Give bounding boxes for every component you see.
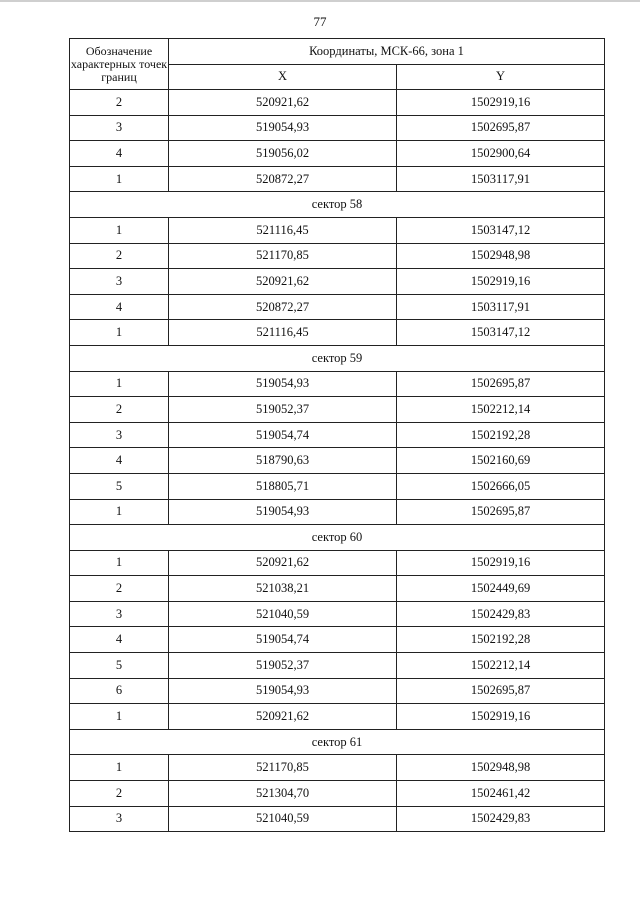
sector-label: сектор 59 — [70, 345, 605, 371]
x-coordinate-cell: 520921,62 — [169, 704, 397, 730]
table-row — [70, 397, 605, 423]
x-coordinate-cell: 521116,45 — [169, 320, 397, 346]
coordinates-table-body — [70, 90, 605, 832]
point-number-cell: 2 — [70, 90, 169, 116]
table-row — [70, 678, 605, 704]
y-coordinate-cell: 1502429,83 — [397, 601, 605, 627]
table-row — [70, 269, 605, 295]
y-coordinate-cell: 1502919,16 — [397, 269, 605, 295]
point-number-cell: 4 — [70, 627, 169, 653]
table-row — [70, 601, 605, 627]
y-coordinate-cell: 1502695,87 — [397, 371, 605, 397]
sector-heading-row — [70, 729, 605, 755]
x-column-header: X — [169, 64, 397, 90]
x-coordinate-cell: 519054,93 — [169, 371, 397, 397]
x-coordinate-cell: 519054,74 — [169, 422, 397, 448]
table-row — [70, 576, 605, 602]
y-coordinate-cell: 1502192,28 — [397, 627, 605, 653]
table-row — [70, 422, 605, 448]
y-coordinate-cell: 1502919,16 — [397, 90, 605, 116]
sector-heading-row — [70, 525, 605, 551]
table-row — [70, 294, 605, 320]
y-coordinate-cell: 1502919,16 — [397, 550, 605, 576]
table-row — [70, 755, 605, 781]
table-row — [70, 371, 605, 397]
point-number-cell: 1 — [70, 499, 169, 525]
table-row — [70, 115, 605, 141]
x-coordinate-cell: 521040,59 — [169, 806, 397, 832]
scan-edge-line — [0, 0, 640, 2]
y-coordinate-cell: 1502695,87 — [397, 678, 605, 704]
coordinates-system-header: Координаты, МСК-66, зона 1 — [169, 39, 605, 65]
x-coordinate-cell: 521038,21 — [169, 576, 397, 602]
x-coordinate-cell: 520921,62 — [169, 269, 397, 295]
point-number-cell: 5 — [70, 653, 169, 679]
point-number-cell: 5 — [70, 473, 169, 499]
point-number-cell: 1 — [70, 217, 169, 243]
point-number-cell: 6 — [70, 678, 169, 704]
x-coordinate-cell: 519054,93 — [169, 115, 397, 141]
y-coordinate-cell: 1502948,98 — [397, 755, 605, 781]
table-row — [70, 243, 605, 269]
page-number: 77 — [313, 14, 327, 29]
x-coordinate-cell: 518805,71 — [169, 473, 397, 499]
table-row — [70, 781, 605, 807]
sector-label: сектор 60 — [70, 525, 605, 551]
table-row — [70, 806, 605, 832]
table-row — [70, 550, 605, 576]
table-row — [70, 473, 605, 499]
point-number-cell: 1 — [70, 166, 169, 192]
point-number-cell: 1 — [70, 704, 169, 730]
point-number-cell: 3 — [70, 115, 169, 141]
x-coordinate-cell: 518790,63 — [169, 448, 397, 474]
y-coordinate-cell: 1502212,14 — [397, 397, 605, 423]
boundary-points-header: Обозначение характерных точек границ — [70, 39, 169, 90]
y-coordinate-cell: 1502666,05 — [397, 473, 605, 499]
coordinates-table — [69, 38, 605, 832]
sector-heading-row — [70, 192, 605, 218]
x-coordinate-cell: 521040,59 — [169, 601, 397, 627]
table-row — [70, 90, 605, 116]
x-coordinate-cell: 519054,93 — [169, 499, 397, 525]
sector-label: сектор 58 — [70, 192, 605, 218]
table-row — [70, 448, 605, 474]
point-number-cell: 2 — [70, 397, 169, 423]
y-coordinate-cell: 1502695,87 — [397, 115, 605, 141]
x-coordinate-cell: 519054,93 — [169, 678, 397, 704]
y-coordinate-cell: 1503117,91 — [397, 166, 605, 192]
point-number-cell: 3 — [70, 422, 169, 448]
sector-heading-row — [70, 345, 605, 371]
point-number-cell: 4 — [70, 141, 169, 167]
table-row — [70, 627, 605, 653]
x-coordinate-cell: 520872,27 — [169, 166, 397, 192]
y-coordinate-cell: 1502449,69 — [397, 576, 605, 602]
table-row — [70, 653, 605, 679]
point-number-cell: 2 — [70, 781, 169, 807]
point-number-cell: 3 — [70, 601, 169, 627]
table-row — [70, 166, 605, 192]
table-row — [70, 141, 605, 167]
point-number-cell: 4 — [70, 448, 169, 474]
x-coordinate-cell: 519052,37 — [169, 653, 397, 679]
x-coordinate-cell: 519056,02 — [169, 141, 397, 167]
point-number-cell: 1 — [70, 550, 169, 576]
point-number-cell: 3 — [70, 269, 169, 295]
x-coordinate-cell: 520872,27 — [169, 294, 397, 320]
y-coordinate-cell: 1502212,14 — [397, 653, 605, 679]
point-number-cell: 2 — [70, 243, 169, 269]
y-coordinate-cell: 1502192,28 — [397, 422, 605, 448]
y-coordinate-cell: 1503147,12 — [397, 217, 605, 243]
y-coordinate-cell: 1502695,87 — [397, 499, 605, 525]
point-number-cell: 4 — [70, 294, 169, 320]
y-coordinate-cell: 1503117,91 — [397, 294, 605, 320]
x-coordinate-cell: 519054,74 — [169, 627, 397, 653]
y-coordinate-cell: 1502160,69 — [397, 448, 605, 474]
x-coordinate-cell: 519052,37 — [169, 397, 397, 423]
y-coordinate-cell: 1502900,64 — [397, 141, 605, 167]
x-coordinate-cell: 520921,62 — [169, 90, 397, 116]
sector-label: сектор 61 — [70, 729, 605, 755]
y-coordinate-cell: 1502948,98 — [397, 243, 605, 269]
point-number-cell: 2 — [70, 576, 169, 602]
point-number-cell: 1 — [70, 371, 169, 397]
table-row — [70, 217, 605, 243]
x-coordinate-cell: 521170,85 — [169, 243, 397, 269]
y-coordinate-cell: 1502461,42 — [397, 781, 605, 807]
table-row — [70, 704, 605, 730]
point-number-cell: 3 — [70, 806, 169, 832]
point-number-cell: 1 — [70, 755, 169, 781]
y-column-header: Y — [397, 64, 605, 90]
y-coordinate-cell: 1502919,16 — [397, 704, 605, 730]
y-coordinate-cell: 1502429,83 — [397, 806, 605, 832]
x-coordinate-cell: 520921,62 — [169, 550, 397, 576]
x-coordinate-cell: 521304,70 — [169, 781, 397, 807]
x-coordinate-cell: 521170,85 — [169, 755, 397, 781]
table-row — [70, 320, 605, 346]
table-row — [70, 499, 605, 525]
point-number-cell: 1 — [70, 320, 169, 346]
y-coordinate-cell: 1503147,12 — [397, 320, 605, 346]
x-coordinate-cell: 521116,45 — [169, 217, 397, 243]
